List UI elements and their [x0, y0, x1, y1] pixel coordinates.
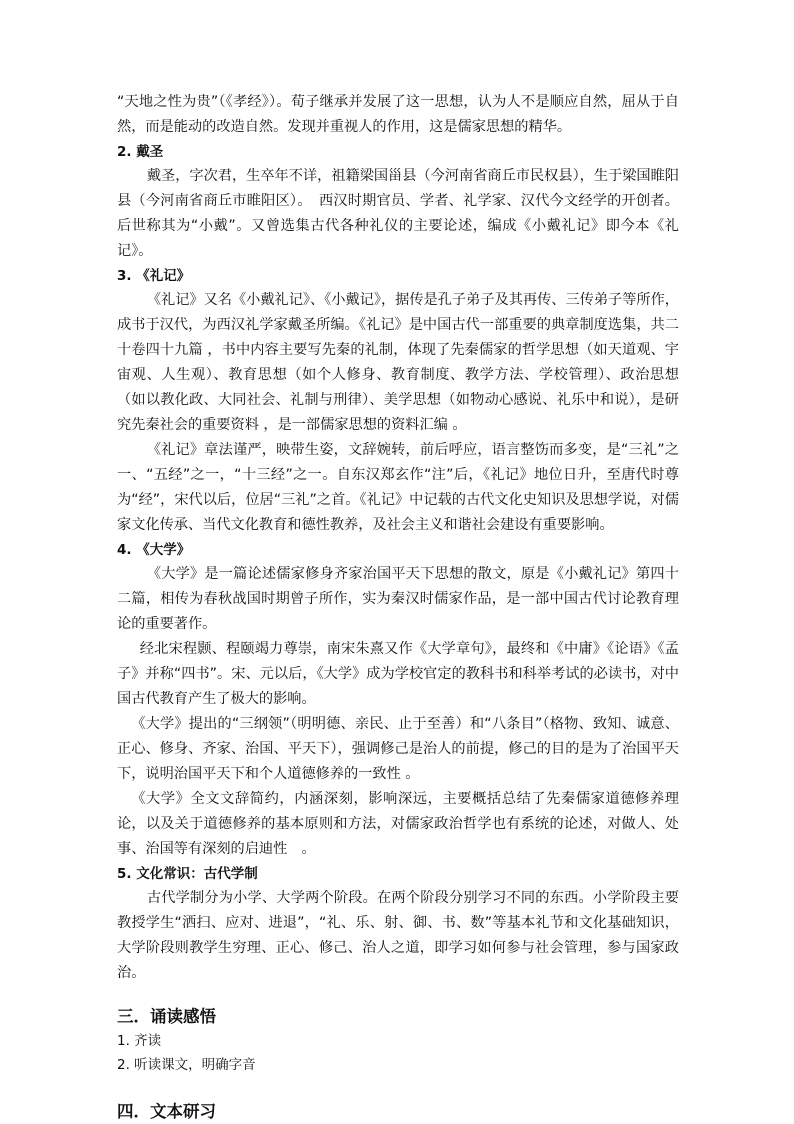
paragraph-li-ji-style: 《礼记》章法谨严，映带生姿，文辞婉转，前后呼应，语言整饬而多变，是“三礼”之一、“五经”之一，“十三经”之一。自东汉郑玄作“注”后，《礼记》地位日升，至唐代时尊为“经”，宋代以后，位居“三礼”之首。《礼记》中记载的古代文化史知识及思想学说，对儒家文化传承、当代文化教育和德性教养，及社会主义和谐社会建设有重要影响。 — [117, 442, 679, 533]
paragraph-da-xue-gangling: 《大学》提出的“三纲领”（明明德、亲民、止于至善）和“八条目”（格物、致知、诚意、正心、修身、齐家、治国、平天下），强调修己是治人的前提，修己的目的是为了治国平天下，说明治国平天下和个人道德修养的一致性 。 — [117, 716, 679, 782]
heading-da-xue: 4. 《大学》 — [117, 542, 191, 558]
section-heading-recitation: 三．诵读感悟 — [117, 1007, 216, 1026]
paragraph-li-ji-intro: 《礼记》又名《小戴礼记》、《小戴记》，据传是孔子弟子及其再传、三传弟子等所作，成书于汉代，为西汉礼学家戴圣所编。《礼记》是中国古代一部重要的典章制度选集，共二十卷四十九篇 ，书中内容主要写先秦的礼制，体现了先秦儒家的哲学思想（如天道观、宇宙观、人生观）、教育思想（如个人修身、教育制度、教学方法、学校管理）、政治思想（如以教化政、大同社会、礼制与刑律）、美学思想（如物动心感说、礼乐中和说），是研究先秦社会的重要资料 ，是一部儒家思想的资料汇编 。 — [117, 292, 679, 433]
paragraph-da-xue-summary: 《大学》全文文辞简约，内涵深刻，影响深远，主要概括总结了先秦儒家道德修养理论，以及关于道德修养的基本原则和方法，对儒家政治哲学也有系统的论述，对做人、处事、治国等有深刻的启迪性 。 — [117, 791, 679, 857]
heading-dai-sheng: 2. 戴圣 — [117, 144, 164, 160]
heading-li-ji: 3. 《礼记》 — [117, 268, 191, 284]
paragraph-dai-sheng: 戴圣，字次君，生卒年不详，祖籍梁国甾县（今河南省商丘市民权县），生于梁国睢阳县（今河南省商丘市睢阳区）。 西汉时期官员、学者、礼学家、汉代今文经学的开创者。后世称其为“小戴”。又曾选集古代各种礼仪的主要论述，编成《小戴礼记》即今本《礼记》。 — [117, 168, 679, 259]
document-page — [117, 90, 679, 1124]
list-item-read-together: 1. 齐读 — [117, 1033, 162, 1049]
section-heading-text-study: 四．文本研习 — [117, 1102, 216, 1121]
list-item-listen-read: 2. 听读课文，明确字音 — [117, 1057, 256, 1073]
paragraph-da-xue-intro: 《大学》是一篇论述儒家修身齐家治国平天下思想的散文，原是《小戴礼记》第四十二篇，相传为春秋战国时期曾子所作，实为秦汉时儒家作品，是一部中国古代讨论教育理论的重要著作。 — [117, 566, 679, 632]
paragraph-xue-zhi: 古代学制分为小学、大学两个阶段。在两个阶段分别学习不同的东西。小学阶段主要教授学生“洒扫、应对、进退”，“礼、乐、射、御、书、数”等基本礼节和文化基础知识，大学阶段则教学生穷理、正心、修己、治人之道，即学习如何参与社会管理，参与国家政治。 — [117, 890, 679, 981]
heading-xue-zhi: 5. 文化常识：古代学制 — [117, 866, 258, 882]
paragraph-da-xue-history: 经北宋程颢、程颐竭力尊崇，南宋朱熹又作《大学章句》，最终和《中庸》《论语》《孟子》并称“四书”。宋、元以后，《大学》成为学校官定的教科书和科举考试的必读书，对中国古代教育产生了极大的影响。 — [117, 641, 679, 707]
paragraph-tian-di-zhi-xing: “天地之性为贵”（《孝经》）。荀子继承并发展了这一思想，认为人不是顺应自然，屈从于自然，而是能动的改造自然。发现并重视人的作用，这是儒家思想的精华。 — [117, 94, 679, 135]
